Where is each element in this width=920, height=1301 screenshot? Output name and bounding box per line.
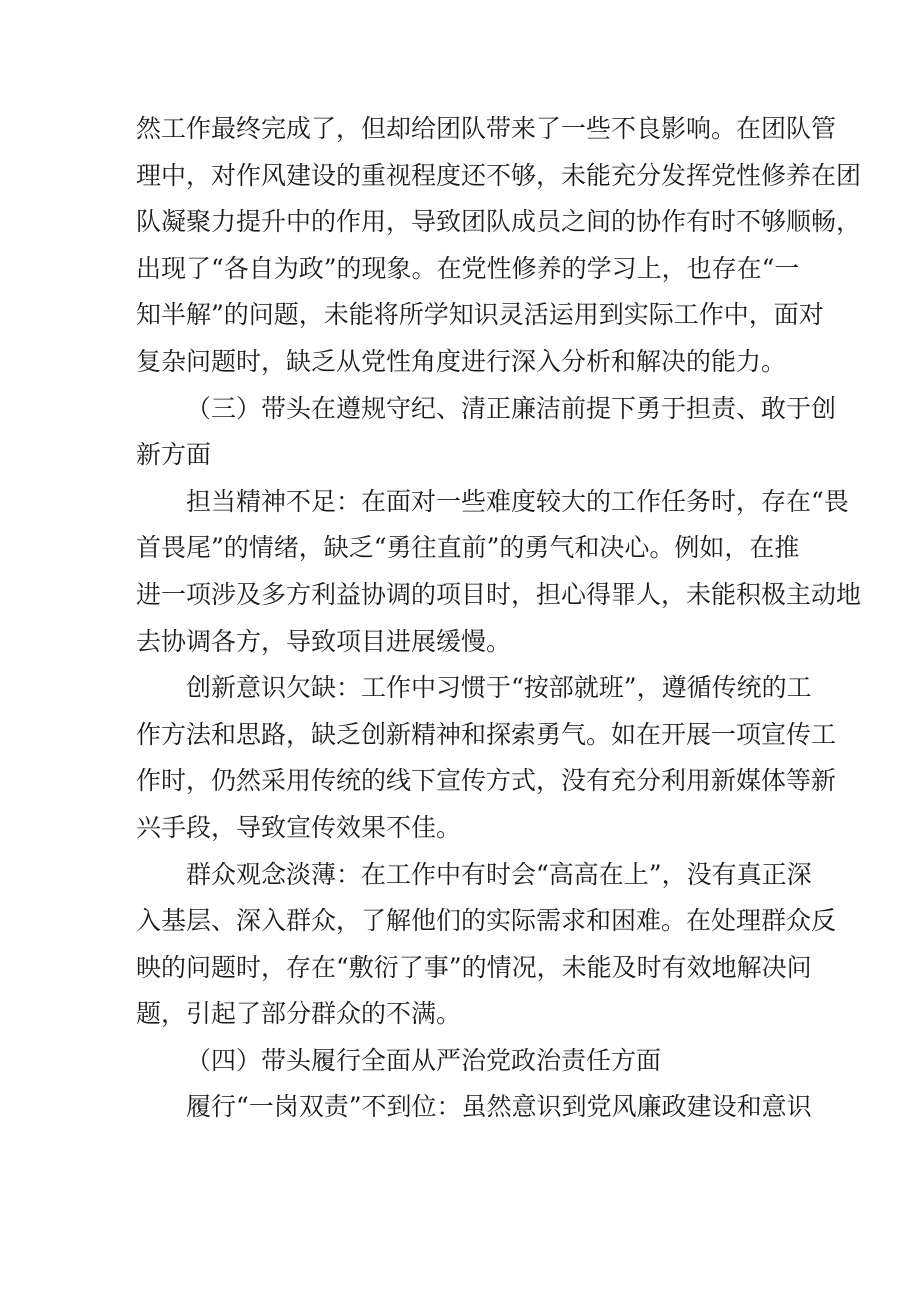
text-line: 进一项涉及多方利益协调的项目时，担心得罪人，未能积极主动地 [136, 579, 862, 609]
section-heading-3: （三）带头在遵规守纪、清正廉洁前提下勇于担责、敢于创 [186, 393, 837, 423]
text-line: 担当精神不足：在面对一些难度较大的工作任务时，存在“畏 [186, 486, 849, 516]
text-line: 作时，仍然采用传统的线下宣传方式，没有充分利用新媒体等新 [136, 766, 837, 796]
text-line: 出现了“各自为政”的现象。在党性修养的学习上，也存在“一 [136, 253, 800, 283]
section-heading-3-cont: 新方面 [136, 440, 212, 470]
text-line: 映的问题时，存在“敷衍了事”的情况，未能及时有效地解决问 [136, 952, 812, 982]
text-line: 作方法和思路，缺乏创新精神和探索勇气。如在开展一项宣传工 [136, 719, 837, 749]
text-line: 然工作最终完成了，但却给团队带来了一些不良影响。在团队管 [136, 114, 837, 143]
text-line: 兴手段，导致宣传效果不佳。 [136, 812, 462, 842]
text-line: 队凝聚力提升中的作用，导致团队成员之间的协作有时不够顺畅， [136, 207, 862, 237]
text-line: 首畏尾”的情绪，缺乏“勇往直前”的勇气和决心。例如，在推 [136, 533, 800, 563]
text-line: 理中，对作风建设的重视程度还不够，未能充分发挥党性修养在团 [136, 160, 862, 190]
text-line: 知半解”的问题，未能将所学知识灵活运用到实际工作中，面对 [136, 300, 824, 330]
section-heading-4: （四）带头履行全面从严治党政治责任方面 [186, 1045, 662, 1075]
text-line: 入基层、深入群众，了解他们的实际需求和困难。在处理群众反 [136, 906, 837, 936]
text-line: 题，引起了部分群众的不满。 [136, 999, 462, 1029]
text-line: 复杂问题时，缺乏从党性角度进行深入分析和解决的能力。 [136, 346, 787, 376]
document-body [136, 106, 862, 1131]
text-line: 去协调各方，导致项目进展缓慢。 [136, 626, 512, 656]
text-line: 履行“一岗双责”不到位：虽然意识到党风廉政建设和意识 [186, 1092, 812, 1122]
text-line: 群众观念淡薄：在工作中有时会“高高在上”，没有真正深 [186, 859, 812, 889]
text-line: 创新意识欠缺：工作中习惯于“按部就班”，遵循传统的工 [186, 673, 812, 703]
